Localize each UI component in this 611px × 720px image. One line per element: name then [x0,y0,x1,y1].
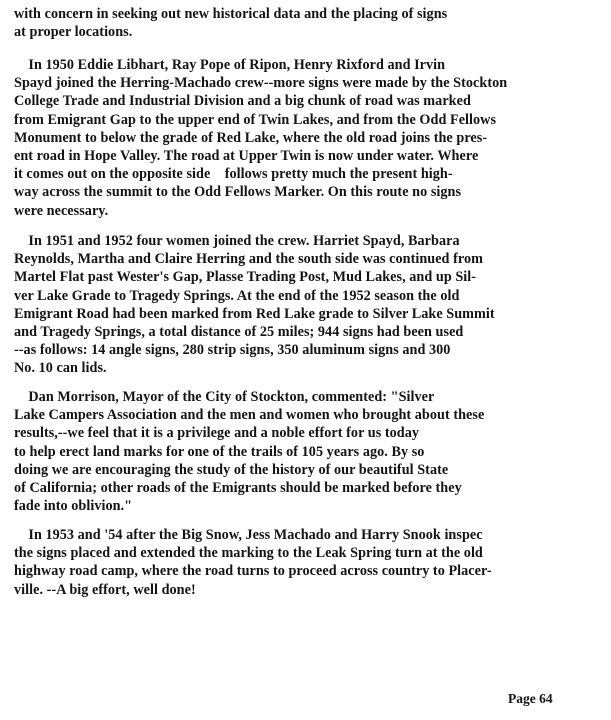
text-line: Emigrant Road had been marked from Red Lake grade to Silver Lake Summit [14,305,495,322]
paragraph-1951-1952 [14,232,604,378]
text-line: of California; other roads of the Emigrants should be marked before they [14,480,462,497]
text-line: Martel Flat past Wester's Gap, Plasse Trading Post, Mud Lakes, and up Sil- [14,269,477,286]
text-line: In 1953 and '54 after the Big Snow, Jess Machado and Harry Snook inspec [14,527,483,543]
text-line: doing we are encouraging the study of the history of our beautiful State [14,461,449,478]
text-line: at proper locations. [14,24,133,41]
text-line: In 1950 Eddie Libhart, Ray Pope of Ripon, Henry Rixford and Irvin [14,57,446,73]
text-line: the signs placed and extended the marking to the Leak Spring turn at the old [14,545,483,562]
text-line: ent road in Hope Valley. The road at Upper Twin is now under water. Where [14,148,479,165]
text-line: from Emigrant Gap to the upper end of Twin Lakes, and from the Odd Fellows [14,111,497,128]
text-line: Lake Campers Association and the men and women who brought about these [14,407,485,424]
text-line: highway road camp, where the road turns to proceed across country to Placer- [14,563,492,580]
text-line: way across the summit to the Odd Fellows Marker. On this route no signs [14,184,462,201]
text-line: results,--we feel that it is a privilege and a noble effort for us today [14,425,420,442]
text-line: Dan Morrison, Mayor of the City of Stockton, commented: "Silver [14,389,435,405]
text-line: No. 10 can lids. [14,360,107,377]
text-line: to help erect land marks for one of the trails of 105 years ago. By so [14,443,425,460]
text-line: were necessary. [14,202,109,219]
text-line: College Trade and Industrial Division and a big chunk of road was marked [14,93,471,110]
text-line: ville. --A big effort, well done! [14,581,196,598]
text-line: with concern in seeking out new historical data and the placing of signs [14,6,448,22]
paragraph-1950 [14,56,604,220]
text-line: ver Lake Grade to Tragedy Springs. At the end of the 1952 season the old [14,287,460,304]
text-line: Spayd joined the Herring-Machado crew--more signs were made by the Stockton [14,75,508,92]
paragraph-1953-1954 [14,526,604,599]
paragraph-mayor-quote [14,388,604,515]
text-line: Reynolds, Martha and Claire Herring and the south side was continued from [14,251,483,268]
text-line: In 1951 and 1952 four women joined the crew. Harriet Spayd, Barbara [14,233,460,249]
text-line: it comes out on the opposite side follows pretty much the present high- [14,166,453,183]
text-line: and Tragedy Springs, a total distance of 25 miles; 944 signs had been used [14,324,464,341]
text-line: fade into oblivion." [14,498,133,515]
paragraph-intro-continuation [14,5,604,41]
page-number: Page 64 [508,691,553,706]
text-line: Monument to below the grade of Red Lake, where the old road joins the pres- [14,129,488,146]
text-line: --as follows: 14 angle signs, 280 strip signs, 350 aluminum signs and 300 [14,342,451,359]
